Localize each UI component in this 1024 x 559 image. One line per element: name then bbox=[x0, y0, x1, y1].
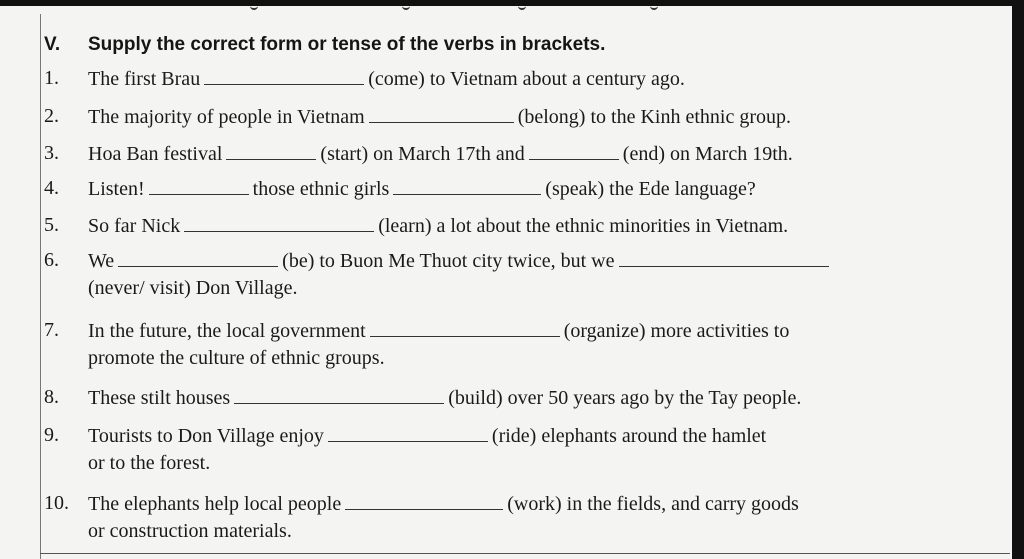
item-number: 1. bbox=[44, 67, 59, 89]
bottom-rule bbox=[40, 553, 1010, 554]
answer-blank[interactable] bbox=[149, 176, 249, 195]
top-glyph-fragment bbox=[250, 0, 258, 10]
item-text: Hoa Ban festival bbox=[88, 143, 223, 165]
right-border bbox=[1012, 0, 1024, 559]
section-heading bbox=[44, 34, 605, 56]
left-margin-rule bbox=[40, 14, 41, 559]
item-number: 3. bbox=[44, 142, 59, 164]
item-text: (speak) the Ede language? bbox=[545, 178, 756, 200]
answer-blank[interactable] bbox=[204, 66, 364, 85]
item-number: 4. bbox=[44, 177, 59, 199]
answer-blank[interactable] bbox=[184, 213, 374, 232]
item-number: 7. bbox=[44, 319, 59, 341]
item-number: 2. bbox=[44, 105, 59, 127]
answer-blank[interactable] bbox=[234, 385, 444, 404]
answer-blank[interactable] bbox=[370, 318, 560, 337]
item-text: The elephants help local people bbox=[88, 493, 342, 515]
answer-blank[interactable] bbox=[619, 248, 829, 267]
item-text: those ethnic girls bbox=[252, 178, 390, 200]
item-number: 9. bbox=[44, 424, 59, 446]
item-text: (organize) more activities to bbox=[563, 320, 790, 342]
item-text: (belong) to the Kinh ethnic group. bbox=[517, 106, 791, 128]
item-text: (never/ visit) Don Village. bbox=[88, 277, 298, 299]
item-text: (be) to Buon Me Thuot city twice, but we bbox=[282, 250, 615, 272]
item-text: In the future, the local government bbox=[88, 320, 366, 342]
item-text: Listen! bbox=[88, 178, 145, 200]
item-text: (ride) elephants around the hamlet bbox=[491, 425, 767, 447]
item-text: (build) over 50 years ago by the Tay people. bbox=[448, 387, 802, 409]
item-number: 5. bbox=[44, 214, 59, 236]
item-text: promote the culture of ethnic groups. bbox=[88, 347, 385, 369]
item-number: 10. bbox=[44, 492, 69, 514]
answer-blank[interactable] bbox=[529, 141, 619, 160]
item-text: (learn) a lot about the ethnic minorities in Vietnam. bbox=[378, 215, 789, 237]
item-text: Tourists to Don Village enjoy bbox=[88, 425, 324, 447]
top-border bbox=[0, 0, 1024, 6]
item-number: 8. bbox=[44, 386, 59, 408]
item-text: These stilt houses bbox=[88, 387, 231, 409]
answer-blank[interactable] bbox=[226, 141, 316, 160]
item-text: So far Nick bbox=[88, 215, 181, 237]
item-text: The first Brau bbox=[88, 68, 201, 90]
item-text: (start) on March 17th and bbox=[320, 143, 525, 165]
top-glyph-fragment bbox=[518, 0, 526, 10]
item-number: 6. bbox=[44, 249, 59, 271]
item-text: (work) in the fields, and carry goods bbox=[507, 493, 799, 515]
top-glyph-fragment bbox=[402, 0, 410, 10]
item-text: (come) to Vietnam about a century ago. bbox=[368, 68, 685, 90]
item-text: We bbox=[88, 250, 115, 272]
section-number: V. bbox=[44, 34, 61, 55]
section-title: Supply the correct form or tense of the verbs in brackets. bbox=[88, 34, 606, 55]
answer-blank[interactable] bbox=[369, 104, 514, 123]
answer-blank[interactable] bbox=[118, 248, 278, 267]
top-glyph-fragment bbox=[650, 0, 658, 10]
item-text: or construction materials. bbox=[88, 520, 292, 542]
answer-blank[interactable] bbox=[393, 176, 541, 195]
item-text: or to the forest. bbox=[88, 452, 211, 474]
item-text: (end) on March 19th. bbox=[622, 143, 793, 165]
item-text: The majority of people in Vietnam bbox=[88, 106, 365, 128]
answer-blank[interactable] bbox=[328, 423, 488, 442]
answer-blank[interactable] bbox=[345, 491, 503, 510]
